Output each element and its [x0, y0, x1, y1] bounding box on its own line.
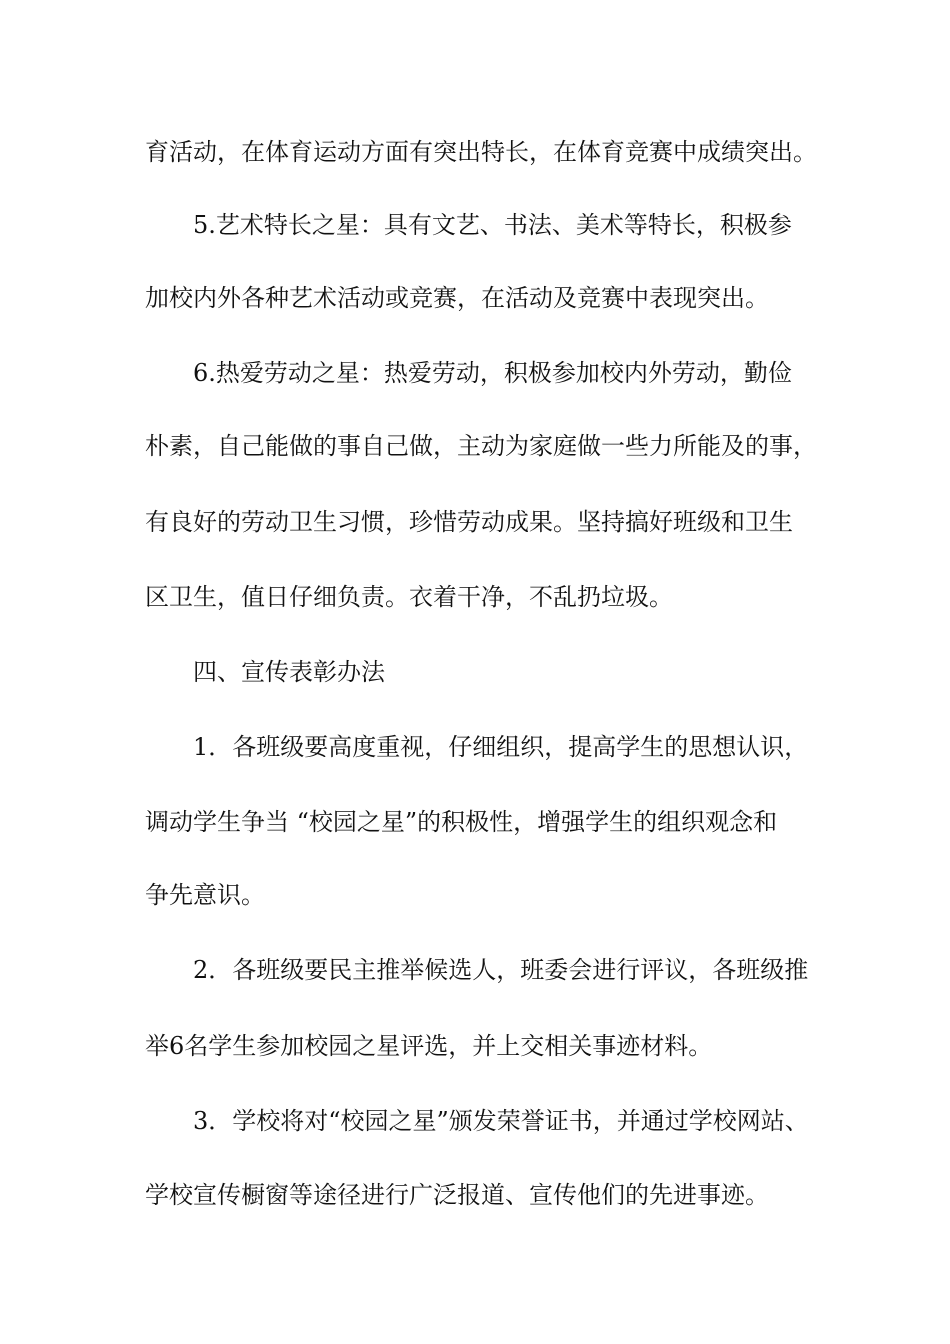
paragraph-line-item-1-continued-1: 调动学生争当 “校园之星”的积极性，增强学生的组织观念和: [145, 808, 778, 836]
paragraph-line-art-star-continued: 加校内外各种艺术活动或竞赛，在活动及竞赛中表现突出。: [145, 284, 769, 312]
paragraph-line-labor-star-continued-3: 区卫生，值日仔细负责。衣着干净，不乱扔垃圾。: [145, 583, 673, 611]
paragraph-line-labor-star-continued-1: 朴素，自己能做的事自己做，主动为家庭做一些力所能及的事，: [145, 432, 817, 460]
paragraph-line-sports-continued: 育活动，在体育运动方面有突出特长，在体育竞赛中成绩突出。: [145, 138, 817, 166]
paragraph-line-item-3-continued: 学校宣传橱窗等途径进行广泛报道、宣传他们的先进事迹。: [145, 1181, 769, 1209]
paragraph-line-item-3: 3．学校将对“校园之星”颁发荣誉证书，并通过学校网站、: [193, 1107, 809, 1135]
paragraph-line-item-1: 1．各班级要高度重视，仔细组织，提高学生的思想认识，: [193, 733, 809, 761]
paragraph-line-labor-star: 6.热爱劳动之星：热爱劳动，积极参加校内外劳动，勤俭: [193, 359, 792, 387]
paragraph-line-art-star: 5.艺术特长之星：具有文艺、书法、美术等特长，积极参: [193, 211, 792, 239]
paragraph-line-item-2: 2．各班级要民主推举候选人，班委会进行评议，各班级推: [193, 956, 809, 984]
paragraph-line-item-2-continued: 举6名学生参加校园之星评选，并上交相关事迹材料。: [145, 1032, 713, 1060]
paragraph-line-item-1-continued-2: 争先意识。: [145, 881, 265, 909]
paragraph-line-labor-star-continued-2: 有良好的劳动卫生习惯，珍惜劳动成果。坚持搞好班级和卫生: [145, 508, 793, 536]
section-heading-commendation: 四、宣传表彰办法: [193, 658, 385, 686]
